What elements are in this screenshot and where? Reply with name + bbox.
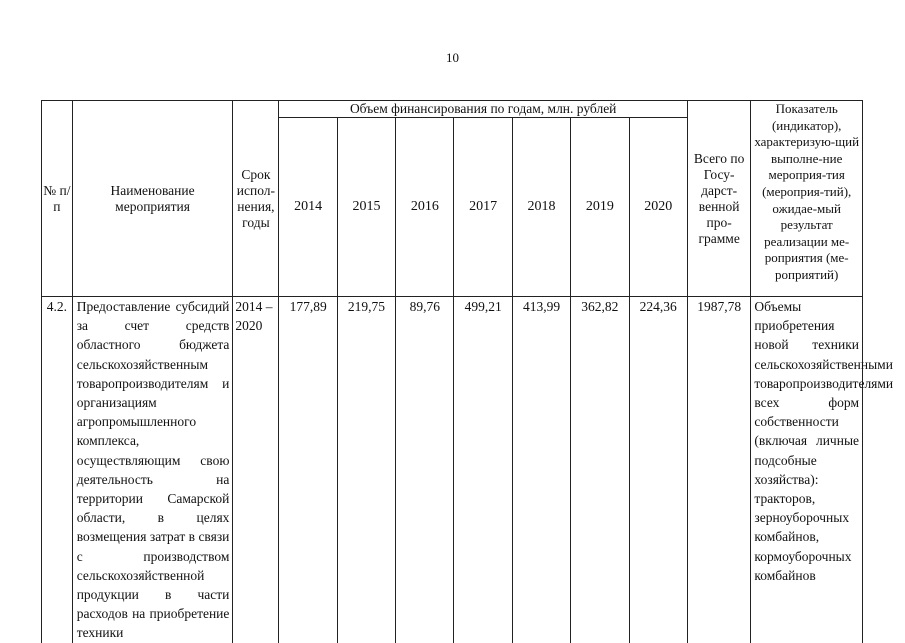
- header-year-2014: 2014: [279, 118, 337, 297]
- row-value-2019: 362,82: [571, 297, 629, 643]
- row-name: Предоставление субсидий за счет средств областного бюджета сельскохозяйственным товаропроизводителям и организациям агропромышленного комплекса, осуществляющим свою деятельность на территории Самарской области, в целях возмещения затрат в связи с производством сельскохозяйственной продукции в части расходов на приобретение техники: [72, 297, 233, 643]
- header-year-2018: 2018: [512, 118, 570, 297]
- row-value-2015: 219,75: [337, 297, 395, 643]
- row-period: 2014 – 2020: [233, 297, 279, 643]
- header-indicator: Показатель (индикатор), характеризую-щий выполне-ние мероприя-тия (мероприя-тий), ожидае-мый результат реализации ме-роприятия (ме-роприятий): [751, 101, 863, 297]
- row-indicator: Объемы приобретения новой техники сельскохозяйственными товаропроизводителями всех форм собственности (включая личные подсобные хозяйства): тракторов, зерноуборочных комбайнов, кормоуборочных комбайнов: [751, 297, 863, 643]
- header-year-2019: 2019: [571, 118, 629, 297]
- header-year-2020: 2020: [629, 118, 687, 297]
- row-total: 1987,78: [687, 297, 750, 643]
- table-row: [42, 297, 863, 643]
- row-num: 4.2.: [42, 297, 73, 643]
- row-value-2020: 224,36: [629, 297, 687, 643]
- page-number: 10: [446, 50, 459, 65]
- header-total: Всего по Госу-дарст-венной про-грамме: [687, 101, 750, 297]
- header-period: Срок испол-нения, годы: [233, 101, 279, 297]
- row-value-2017: 499,21: [454, 297, 512, 643]
- header-year-2016: 2016: [396, 118, 454, 297]
- header-year-2015: 2015: [337, 118, 395, 297]
- header-num: № п/п: [42, 101, 73, 297]
- row-value-2016: 89,76: [396, 297, 454, 643]
- header-year-2017: 2017: [454, 118, 512, 297]
- header-funding-group: Объем финансирования по годам, млн. рублей: [279, 101, 687, 118]
- row-value-2018: 413,99: [512, 297, 570, 643]
- header-name: Наименование мероприятия: [72, 101, 233, 297]
- funding-table: [41, 100, 894, 643]
- header-row-top: [42, 101, 863, 118]
- row-value-2014: 177,89: [279, 297, 337, 643]
